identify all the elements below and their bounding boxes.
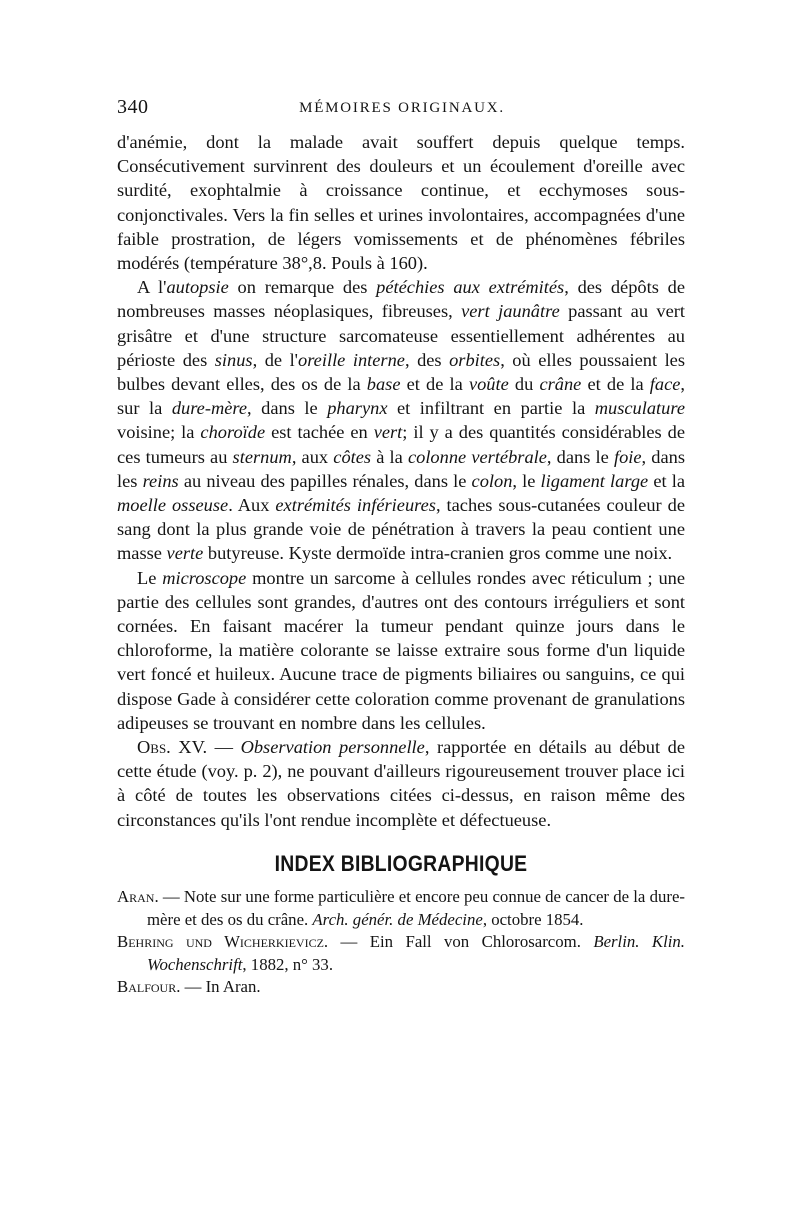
emph-base: base bbox=[366, 374, 401, 395]
paragraph-anemie: d'anémie, dont la malade avait souffert depuis quelque temps. Consécutivement survinrent des douleurs et un écoulement d'oreille avec surdité, exophtalmie à croissance continue, et ecchymoses sous-conjonctivales. Vers la fin selles et urines involontaires, accompagnées d'une faible prostration, de légers vomissements et de phénomènes fébriles modérés (température 38°,8. Pouls à 160). bbox=[117, 132, 685, 274]
emph-moelle: moelle osseuse bbox=[117, 495, 229, 516]
emph-petechies: pétéchies aux extrémités bbox=[376, 277, 565, 298]
bib-entry-aran: Aran. — Note sur une forme particulière et encore peu connue de cancer de la dure-mère et des os du crâne. Arch. génér. de Médecine, octobre 1854. bbox=[117, 887, 685, 929]
bib-journal: Arch. génér. de Médecine bbox=[312, 909, 483, 929]
emph-reins: reins bbox=[142, 470, 179, 491]
obs-label: Obs. XV. bbox=[137, 737, 208, 758]
emph-choroide: choroïde bbox=[200, 422, 266, 443]
page-header bbox=[117, 96, 687, 126]
emph-voute: voûte bbox=[468, 374, 509, 395]
paragraph-microscope: Le microscope montre un sarcome à cellules rondes avec réticulum ; une partie des cellules sont grandes, d'autres ont des contours irréguliers et sont cornées. En faisant macérer la tumeur pendant quinze jours dans le chloroforme, la matière colorante se laisse extraire sous forme d'un liquide vert foncé et huileux. Aucune trace de pigments biliaires ou sanguins, ce qui dispose Gade à considérer cette coloration comme provenant de granulations adipeuses se trouvant en nombre dans les cellules. bbox=[117, 567, 685, 733]
emph-vert: vert bbox=[373, 422, 403, 443]
emph-ligament: ligament large bbox=[540, 470, 649, 491]
emph-observation: Observation personnelle bbox=[240, 737, 425, 758]
bib-entry-behring: Behring und Wicherkievicz. — Ein Fall von Chlorosarcom. Berlin. Klin. Wochenschrift, 1882, n° 33. bbox=[117, 932, 685, 974]
emph-foie: foie bbox=[613, 446, 642, 467]
page-number: 340 bbox=[117, 96, 149, 118]
emph-extremites-inferieures: extrémités inférieures bbox=[275, 495, 436, 516]
emph-colon: colon bbox=[471, 470, 513, 491]
emph-oreille: oreille interne bbox=[298, 349, 405, 370]
body-text bbox=[117, 130, 685, 999]
running-title: MÉMOIRES ORIGINAUX. bbox=[299, 100, 505, 116]
bibliography bbox=[117, 886, 685, 999]
emph-dure-mere: dure-mère bbox=[171, 398, 248, 419]
paragraph-obs-xv: Obs. XV. — Observation personnelle, rapportée en détails au début de cette étude (voy. p. 2), ne pouvant d'ailleurs rigoureusement trouver place ici à côté de toutes les observations citées ci-dessus, en raison même des circonstances qu'ils l'ont rendue incomplète et défectueuse. bbox=[117, 737, 686, 830]
bib-journal: Berlin. Klin. Wochenschrift bbox=[147, 932, 685, 974]
emph-cotes: côtes bbox=[333, 446, 372, 467]
emph-face: face bbox=[649, 374, 681, 395]
emph-musculature: musculature bbox=[594, 398, 686, 419]
emph-microscope: microscope bbox=[162, 567, 247, 588]
emph-autopsie: autopsie bbox=[166, 277, 229, 298]
emph-pharynx: pharynx bbox=[327, 398, 388, 419]
emph-sternum: sternum bbox=[232, 446, 292, 467]
emph-crane: crâne bbox=[539, 374, 582, 395]
emph-verte: verte bbox=[166, 543, 204, 564]
emph-sinus: sinus bbox=[214, 349, 253, 370]
emph-colonne: colonne vertébrale bbox=[407, 446, 547, 467]
bib-author: Behring und Wicherkievicz. bbox=[117, 932, 329, 952]
bib-author: Aran. bbox=[117, 887, 159, 907]
emph-orbites: orbites bbox=[449, 349, 501, 370]
bib-author: Balfour. bbox=[117, 977, 181, 997]
paragraph-autopsie: A l'autopsie on remarque des pétéchies aux extrémités, des dépôts de nombreuses masses néoplasiques, fibreuses, vert jaunâtre passant au vert grisâtre et d'une structure sarcomateuse essentiellement adhérentes au périoste des sinus, de l'oreille interne, des orbites, où elles poussaient les bulbes devant elles, des os de la base et de la voûte du crâne et de la face, sur la dure-mère, dans le pharynx et infiltrant en partie la musculature voisine; la choroïde est tachée en vert; il y a des quantités considérables de ces tumeurs au sternum, aux côtes à la colonne vertébrale, dans le foie, dans les reins au niveau des papilles rénales, dans le colon, le ligament large et la moelle osseuse. Aux extrémités inférieures, taches sous-cutanées couleur de sang dont la plus grande voie de pénétration à travers la peau contient une masse verte butyreuse. Kyste dermoïde intra-cranien gros comme une noix. bbox=[117, 277, 686, 564]
index-title: INDEX BIBLIOGRAPHIQUE bbox=[274, 850, 528, 876]
bib-entry-balfour: Balfour. — In Aran. bbox=[117, 977, 261, 997]
emph-vert-jaunatre: vert jaunâtre bbox=[461, 301, 560, 322]
